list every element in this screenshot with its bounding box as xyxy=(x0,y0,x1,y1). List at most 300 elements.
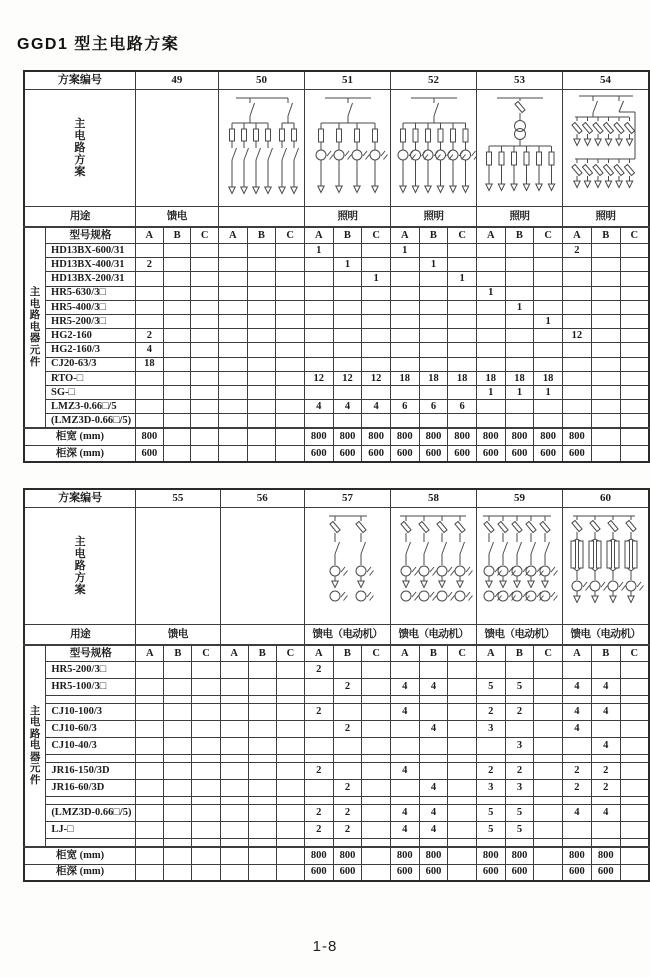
qty-cell: 800 xyxy=(362,428,391,445)
qty-cell xyxy=(136,662,164,679)
qty-cell: 800 xyxy=(562,847,591,864)
qty-cell xyxy=(248,847,276,864)
usage-cell xyxy=(218,207,304,228)
qty-cell xyxy=(419,755,448,763)
qty-cell: 12 xyxy=(333,371,362,385)
qty-cell: 18 xyxy=(505,371,534,385)
qty-cell xyxy=(476,272,505,286)
qty-cell xyxy=(220,738,248,755)
qty-cell xyxy=(534,343,563,357)
qty-cell xyxy=(192,839,220,848)
qty-cell xyxy=(476,400,505,414)
model-label: CJ20-63/3 xyxy=(46,357,136,371)
qty-cell xyxy=(220,864,248,881)
qty-cell xyxy=(333,343,362,357)
qty-cell xyxy=(192,679,220,696)
qty-cell xyxy=(476,414,505,429)
phase-header: C xyxy=(276,645,304,662)
model-label: (LMZ3D-0.66□/5) xyxy=(46,414,136,429)
qty-cell xyxy=(276,797,304,805)
usage-cell: 馈电（电动机） xyxy=(562,625,649,646)
qty-cell xyxy=(304,329,333,343)
qty-cell xyxy=(135,385,163,399)
qty-cell xyxy=(362,797,391,805)
qty-cell xyxy=(562,797,591,805)
qty-cell xyxy=(448,414,477,429)
qty-cell xyxy=(247,314,276,328)
qty-cell xyxy=(562,414,591,429)
model-label: RTO-□ xyxy=(46,371,136,385)
qty-cell: 800 xyxy=(419,428,448,445)
phase-header: C xyxy=(276,227,305,244)
model-label: LJ-□ xyxy=(46,822,136,839)
qty-cell xyxy=(362,244,391,258)
qty-cell xyxy=(247,371,276,385)
qty-cell: 1 xyxy=(362,272,391,286)
qty-cell xyxy=(247,414,276,429)
qty-cell xyxy=(476,258,505,272)
qty-cell: 12 xyxy=(562,329,591,343)
phase-header: A xyxy=(304,227,333,244)
qty-cell xyxy=(247,300,276,314)
qty-cell xyxy=(163,400,191,414)
qty-cell: 800 xyxy=(304,847,333,864)
qty-cell xyxy=(591,329,620,343)
qty-cell xyxy=(390,329,419,343)
scheme-no-header: 方案编号 xyxy=(24,489,136,508)
scheme-number: 59 xyxy=(476,489,562,508)
qty-cell xyxy=(164,704,192,721)
qty-cell xyxy=(164,696,192,704)
qty-cell xyxy=(164,755,192,763)
qty-cell xyxy=(191,385,219,399)
qty-cell: 2 xyxy=(505,704,534,721)
qty-cell xyxy=(135,286,163,300)
scheme-number: 52 xyxy=(390,71,476,90)
qty-cell xyxy=(362,414,391,429)
qty-cell xyxy=(220,704,248,721)
qty-cell xyxy=(276,738,304,755)
qty-cell xyxy=(620,258,649,272)
qty-cell: 4 xyxy=(562,805,591,822)
qty-cell xyxy=(333,329,362,343)
qty-cell xyxy=(164,839,192,848)
qty-cell xyxy=(333,272,362,286)
phase-header: A xyxy=(220,645,248,662)
qty-cell xyxy=(534,847,563,864)
qty-cell xyxy=(191,445,219,462)
qty-cell xyxy=(276,329,305,343)
circuit-diagram-54 xyxy=(562,90,649,207)
qty-cell: 600 xyxy=(304,864,333,881)
qty-cell xyxy=(276,847,304,864)
qty-cell xyxy=(534,864,563,881)
qty-cell xyxy=(362,704,391,721)
phase-header: B xyxy=(591,227,620,244)
qty-cell xyxy=(591,400,620,414)
qty-cell: 600 xyxy=(333,864,362,881)
qty-cell xyxy=(620,371,649,385)
usage-cell: 馈电（电动机） xyxy=(304,625,390,646)
qty-cell xyxy=(419,385,448,399)
qty-cell: 2 xyxy=(591,763,620,780)
qty-cell xyxy=(534,286,563,300)
qty-cell xyxy=(505,343,534,357)
qty-cell xyxy=(591,797,620,805)
qty-cell: 4 xyxy=(419,679,448,696)
model-label: HG2-160/3 xyxy=(46,343,136,357)
qty-cell: 5 xyxy=(476,822,505,839)
qty-cell: 800 xyxy=(390,847,419,864)
qty-cell: 2 xyxy=(135,258,163,272)
scheme-table-1 xyxy=(23,70,650,463)
qty-cell xyxy=(534,272,563,286)
qty-cell xyxy=(505,755,534,763)
qty-cell: 800 xyxy=(562,428,591,445)
qty-cell xyxy=(276,414,305,429)
qty-cell xyxy=(362,300,391,314)
qty-cell xyxy=(163,272,191,286)
qty-cell: 800 xyxy=(591,847,620,864)
qty-cell: 1 xyxy=(333,258,362,272)
qty-cell xyxy=(136,839,164,848)
qty-cell xyxy=(218,414,247,429)
qty-cell xyxy=(362,343,391,357)
scheme-number: 54 xyxy=(562,71,649,90)
qty-cell xyxy=(620,805,649,822)
qty-cell xyxy=(419,329,448,343)
qty-cell xyxy=(620,763,649,780)
usage-cell xyxy=(220,625,304,646)
components-label: 主 电 路 电 器 元 件 xyxy=(24,645,46,847)
scheme-number: 58 xyxy=(390,489,476,508)
qty-cell xyxy=(419,300,448,314)
qty-cell: 600 xyxy=(419,864,448,881)
qty-cell xyxy=(136,704,164,721)
qty-cell xyxy=(562,314,591,328)
qty-cell xyxy=(136,679,164,696)
phase-header: A xyxy=(135,227,163,244)
qty-cell xyxy=(136,721,164,738)
qty-cell xyxy=(476,738,505,755)
qty-cell: 600 xyxy=(562,864,591,881)
phase-header: B xyxy=(505,645,534,662)
qty-cell xyxy=(163,414,191,429)
qty-cell xyxy=(192,864,220,881)
phase-header: A xyxy=(562,227,591,244)
qty-cell: 1 xyxy=(505,300,534,314)
qty-cell: 18 xyxy=(476,371,505,385)
qty-cell: 800 xyxy=(390,428,419,445)
qty-cell xyxy=(620,244,649,258)
circuit-diagram-58 xyxy=(390,508,476,625)
qty-cell xyxy=(620,428,649,445)
qty-cell: 6 xyxy=(448,400,477,414)
main-circuit-label: 主 电 路 方 案 xyxy=(24,508,136,625)
qty-cell: 1 xyxy=(304,244,333,258)
qty-cell xyxy=(136,755,164,763)
qty-cell: 800 xyxy=(333,428,362,445)
qty-cell xyxy=(276,763,304,780)
qty-cell xyxy=(362,721,391,738)
qty-cell: 4 xyxy=(419,805,448,822)
circuit-diagram-55 xyxy=(136,508,220,625)
qty-cell xyxy=(276,805,304,822)
qty-cell xyxy=(390,780,419,797)
qty-cell xyxy=(362,357,391,371)
phase-header: A xyxy=(218,227,247,244)
model-label: HD13BX-200/31 xyxy=(46,272,136,286)
qty-cell: 4 xyxy=(304,400,333,414)
qty-cell: 3 xyxy=(476,721,505,738)
qty-cell xyxy=(476,696,505,704)
qty-cell xyxy=(163,300,191,314)
model-label: HD13BX-400/31 xyxy=(46,258,136,272)
qty-cell xyxy=(362,258,391,272)
qty-cell xyxy=(220,755,248,763)
qty-cell xyxy=(476,343,505,357)
model-label: HD13BX-600/31 xyxy=(46,244,136,258)
qty-cell xyxy=(390,272,419,286)
qty-cell xyxy=(304,721,333,738)
qty-cell xyxy=(476,797,505,805)
model-label xyxy=(46,797,136,805)
qty-cell xyxy=(534,822,563,839)
qty-cell xyxy=(448,721,477,738)
qty-cell xyxy=(135,414,163,429)
qty-cell xyxy=(562,286,591,300)
qty-cell xyxy=(419,662,448,679)
qty-cell xyxy=(304,839,333,848)
qty-cell xyxy=(591,696,620,704)
qty-cell xyxy=(192,763,220,780)
qty-cell xyxy=(591,343,620,357)
qty-cell xyxy=(248,797,276,805)
qty-cell: 800 xyxy=(505,428,534,445)
qty-cell xyxy=(218,258,247,272)
qty-cell xyxy=(304,314,333,328)
qty-cell xyxy=(191,343,219,357)
qty-cell xyxy=(534,780,563,797)
qty-cell: 18 xyxy=(448,371,477,385)
qty-cell xyxy=(534,414,563,429)
qty-cell xyxy=(276,272,305,286)
qty-cell xyxy=(534,329,563,343)
qty-cell xyxy=(276,300,305,314)
phase-header: B xyxy=(333,227,362,244)
qty-cell: 1 xyxy=(534,314,563,328)
qty-cell xyxy=(620,414,649,429)
qty-cell xyxy=(248,704,276,721)
qty-cell xyxy=(505,662,534,679)
qty-cell xyxy=(135,272,163,286)
qty-cell xyxy=(505,314,534,328)
qty-cell xyxy=(505,329,534,343)
qty-cell xyxy=(419,343,448,357)
qty-cell: 800 xyxy=(476,847,505,864)
qty-cell xyxy=(362,738,391,755)
qty-cell xyxy=(534,696,563,704)
qty-cell: 4 xyxy=(562,704,591,721)
qty-cell xyxy=(333,286,362,300)
qty-cell xyxy=(562,400,591,414)
qty-cell xyxy=(163,385,191,399)
usage-cell: 馈电 xyxy=(136,625,220,646)
qty-cell xyxy=(476,329,505,343)
qty-cell xyxy=(333,738,362,755)
qty-cell xyxy=(620,864,649,881)
qty-cell xyxy=(476,662,505,679)
qty-cell: 1 xyxy=(476,385,505,399)
qty-cell xyxy=(276,839,304,848)
qty-cell xyxy=(448,314,477,328)
qty-cell: 600 xyxy=(304,445,333,462)
qty-cell xyxy=(591,755,620,763)
qty-cell xyxy=(164,805,192,822)
phase-header: C xyxy=(620,227,649,244)
qty-cell xyxy=(620,721,649,738)
qty-cell xyxy=(192,704,220,721)
qty-cell xyxy=(248,679,276,696)
qty-cell: 2 xyxy=(562,763,591,780)
qty-cell xyxy=(248,780,276,797)
qty-cell: 2 xyxy=(333,822,362,839)
qty-cell xyxy=(247,400,276,414)
qty-cell xyxy=(505,839,534,848)
qty-cell: 4 xyxy=(135,343,163,357)
qty-cell xyxy=(333,797,362,805)
qty-cell xyxy=(562,385,591,399)
qty-cell: 4 xyxy=(419,780,448,797)
qty-cell xyxy=(448,244,477,258)
qty-cell xyxy=(448,805,477,822)
qty-cell xyxy=(220,839,248,848)
qty-cell xyxy=(248,662,276,679)
qty-cell: 2 xyxy=(562,780,591,797)
qty-cell xyxy=(220,696,248,704)
qty-cell xyxy=(620,847,649,864)
qty-cell xyxy=(591,428,620,445)
qty-cell xyxy=(304,780,333,797)
qty-cell xyxy=(135,314,163,328)
qty-cell xyxy=(248,839,276,848)
usage-header: 用途 xyxy=(24,625,136,646)
qty-cell xyxy=(136,780,164,797)
qty-cell xyxy=(248,864,276,881)
qty-cell xyxy=(218,314,247,328)
model-label: HR5-100/3□ xyxy=(46,679,136,696)
scheme-number: 51 xyxy=(304,71,390,90)
qty-cell: 2 xyxy=(562,244,591,258)
qty-cell xyxy=(164,721,192,738)
qty-cell xyxy=(505,414,534,429)
qty-cell xyxy=(164,864,192,881)
qty-cell xyxy=(333,385,362,399)
qty-cell xyxy=(304,286,333,300)
qty-cell: 2 xyxy=(505,763,534,780)
qty-cell xyxy=(362,763,391,780)
qty-cell xyxy=(304,357,333,371)
qty-cell xyxy=(362,839,391,848)
usage-cell: 馈电（电动机） xyxy=(390,625,476,646)
phase-header: A xyxy=(304,645,333,662)
circuit-diagram-59 xyxy=(476,508,562,625)
qty-cell xyxy=(562,738,591,755)
qty-cell xyxy=(390,314,419,328)
phase-header: C xyxy=(362,227,391,244)
qty-cell xyxy=(620,696,649,704)
circuit-diagram-57 xyxy=(304,508,390,625)
components-label: 主 电 路 电 器 元 件 xyxy=(24,227,46,428)
qty-cell: 600 xyxy=(448,445,477,462)
qty-cell: 4 xyxy=(591,679,620,696)
qty-cell xyxy=(505,357,534,371)
qty-cell xyxy=(419,839,448,848)
qty-cell: 18 xyxy=(419,371,448,385)
qty-cell xyxy=(591,244,620,258)
qty-cell xyxy=(191,244,219,258)
qty-cell xyxy=(304,258,333,272)
qty-cell xyxy=(620,755,649,763)
qty-cell xyxy=(620,314,649,328)
qty-cell xyxy=(276,400,305,414)
qty-cell xyxy=(534,357,563,371)
qty-cell xyxy=(419,286,448,300)
qty-cell xyxy=(448,738,477,755)
qty-cell: 2 xyxy=(476,704,505,721)
qty-cell xyxy=(419,357,448,371)
qty-cell xyxy=(192,780,220,797)
model-label: LMZ3-0.66□/5 xyxy=(46,400,136,414)
model-label xyxy=(46,839,136,848)
qty-cell xyxy=(390,286,419,300)
qty-cell xyxy=(333,704,362,721)
qty-cell xyxy=(620,704,649,721)
qty-cell: 800 xyxy=(505,847,534,864)
phase-header: B xyxy=(164,645,192,662)
qty-cell xyxy=(304,300,333,314)
qty-cell xyxy=(390,738,419,755)
phase-header: A xyxy=(390,227,419,244)
qty-cell xyxy=(591,445,620,462)
qty-cell xyxy=(362,847,391,864)
qty-cell xyxy=(534,704,563,721)
qty-cell xyxy=(164,679,192,696)
qty-cell xyxy=(562,755,591,763)
qty-cell xyxy=(304,679,333,696)
qty-cell xyxy=(135,300,163,314)
qty-cell xyxy=(591,662,620,679)
qty-cell xyxy=(247,357,276,371)
phase-header: B xyxy=(591,645,620,662)
qty-cell xyxy=(135,400,163,414)
qty-cell: 1 xyxy=(476,286,505,300)
qty-cell xyxy=(390,721,419,738)
model-label: SG-□ xyxy=(46,385,136,399)
qty-cell xyxy=(448,679,477,696)
qty-cell: 1 xyxy=(419,258,448,272)
qty-cell xyxy=(620,679,649,696)
qty-cell xyxy=(591,286,620,300)
qty-cell xyxy=(218,371,247,385)
qty-cell xyxy=(276,286,305,300)
qty-cell xyxy=(136,847,164,864)
qty-cell xyxy=(333,763,362,780)
qty-cell xyxy=(218,385,247,399)
qty-cell xyxy=(276,864,304,881)
qty-cell xyxy=(163,357,191,371)
qty-cell xyxy=(276,244,305,258)
